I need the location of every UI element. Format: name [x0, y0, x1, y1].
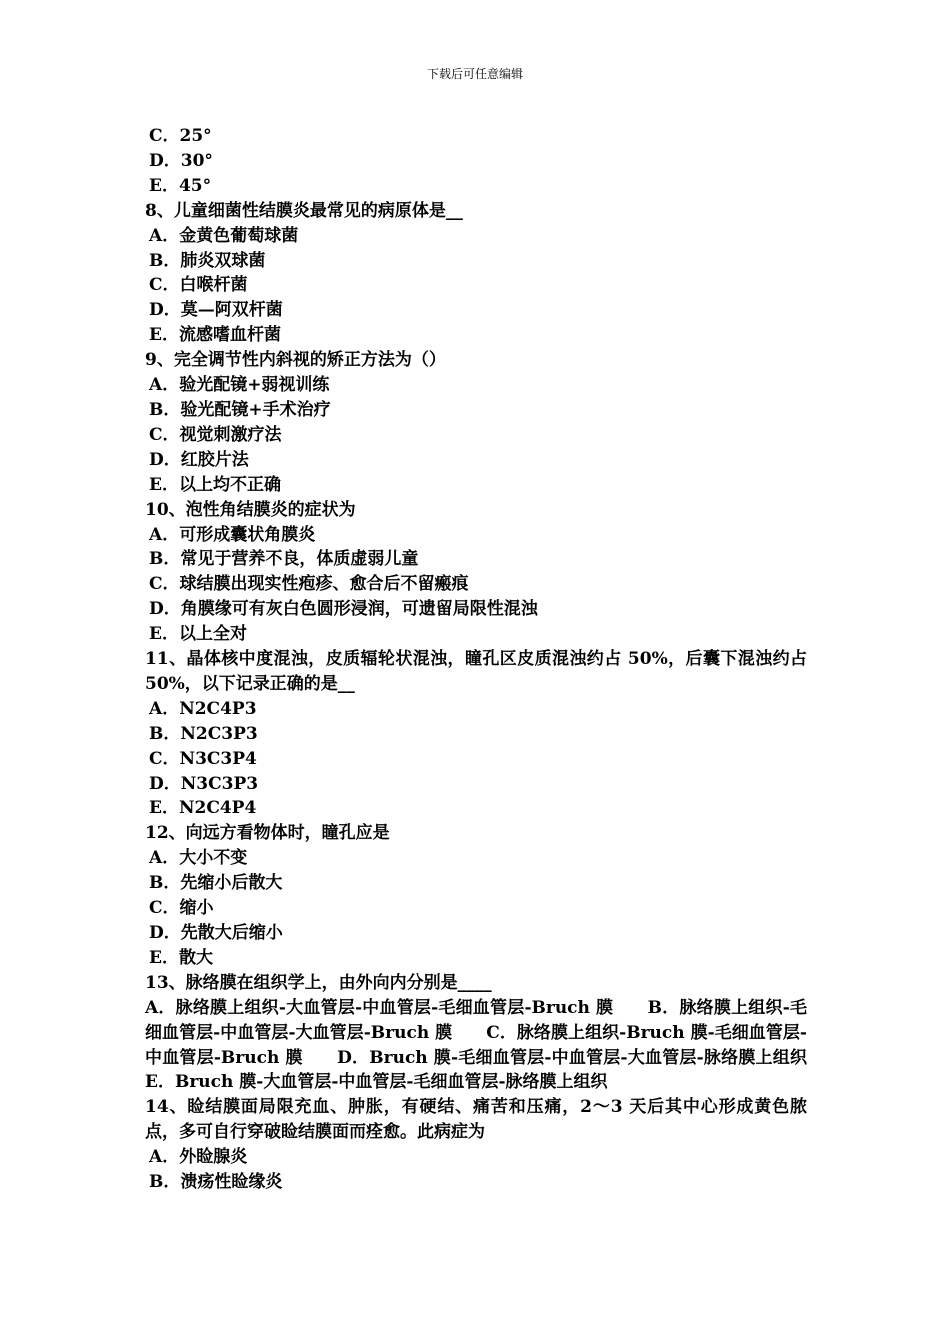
- answer-option: B．肺炎双球菌: [149, 250, 266, 271]
- answer-option: A．N2C4P3: [149, 698, 257, 719]
- answer-option: D．红胶片法: [149, 449, 249, 470]
- answer-option: B．溃疡性睑缘炎: [149, 1172, 283, 1193]
- question-text: 11、晶体核中度混浊，皮质辐轮状混浊，瞳孔区皮质混浊约占 50%，后囊下混浊约占 50%，以下记录正确的是__: [145, 649, 807, 694]
- answer-option: A．大小不变: [149, 848, 248, 869]
- page-header: 下载后可任意编辑: [426, 67, 523, 81]
- answer-option: D．N3C3P3: [149, 773, 259, 794]
- answer-option: A．外睑腺炎: [149, 1147, 248, 1168]
- answer-option: D．莫—阿双杆菌: [149, 300, 283, 321]
- answer-option: E．以上均不正确: [149, 474, 281, 495]
- question-text: 10、泡性角结膜炎的症状为: [145, 499, 356, 520]
- question-text: 13、脉络膜在组织学上，由外向内分别是____: [145, 972, 492, 993]
- answer-option: C．球结膜出现实性疱疹、愈合后不留瘢痕: [149, 574, 469, 595]
- answer-option: E．流感嗜血杆菌: [149, 325, 281, 346]
- answer-option: B．验光配镜+手术治疗: [149, 399, 331, 420]
- question-text: 14、睑结膜面局限充血、肿胀，有硬结、痛苦和压痛，2～3 天后其中心形成黄色脓点，多可自行穿破睑结膜面而痊愈。此病症为: [145, 1097, 807, 1143]
- answer-option: E．45°: [149, 175, 212, 196]
- answer-option: E．以上全对: [149, 624, 247, 645]
- option-paragraph: A．脉络膜上组织-大血管层-中血管层-毛细血管层-Bruch 膜 B．脉络膜上组织-毛细血管层-中血管层-大血管层-Bruch 膜 C．脉络膜上组织-Bruch 膜-毛细血管层-中血管层-Bruch 膜 D．Bruch 膜-毛细血管层-中血管层-大血管层-脉络膜上组织 E．Bruch 膜-大血管层-中血管层-毛细血管层-脉络膜上组织: [145, 997, 841, 1093]
- answer-option: C．N3C3P4: [149, 748, 257, 769]
- answer-option: B．常见于营养不良，体质虚弱儿童: [149, 549, 419, 570]
- answer-option: D．角膜缘可有灰白色圆形浸润，可遗留局限性混浊: [149, 599, 538, 620]
- question-text: 8、儿童细菌性结膜炎最常见的病原体是__: [145, 200, 463, 221]
- answer-option: C．缩小: [149, 898, 214, 919]
- answer-option: B．N2C3P3: [149, 723, 258, 744]
- question-text: 12、向远方看物体时，瞳孔应是: [145, 823, 390, 844]
- answer-option: A．金黄色葡萄球菌: [149, 225, 299, 246]
- answer-option: A．验光配镜+弱视训练: [149, 375, 330, 396]
- answer-option: D．30°: [149, 150, 213, 171]
- answer-option: C．25°: [149, 126, 212, 146]
- question-text: 9、完全调节性内斜视的矫正方法为（）: [145, 350, 446, 371]
- answer-option: A．可形成囊状角膜炎: [149, 524, 316, 545]
- answer-option: C．视觉刺激疗法: [149, 424, 282, 445]
- answer-option: E．散大: [149, 947, 213, 968]
- answer-option: B．先缩小后散大: [149, 873, 283, 894]
- answer-option: C．白喉杆菌: [149, 275, 248, 296]
- answer-option: D．先散大后缩小: [149, 923, 283, 943]
- answer-option: E．N2C4P4: [149, 798, 257, 819]
- question-content: [145, 124, 841, 1195]
